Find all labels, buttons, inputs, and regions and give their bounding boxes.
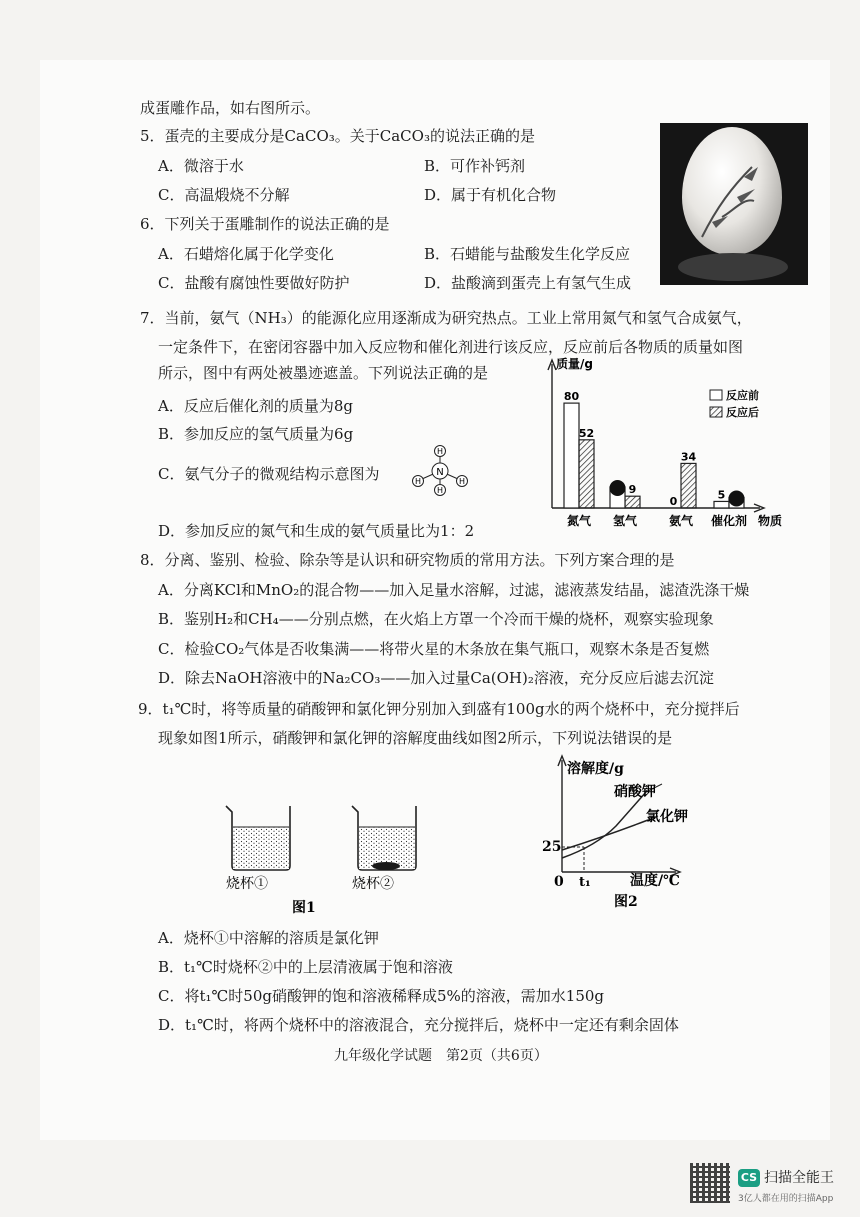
q5-option-c: C．高温煅烧不分解 (158, 186, 290, 204)
page-footer: 九年级化学试题 第2页（共6页） (334, 1048, 548, 1064)
q6-option-a: A．石蜡熔化属于化学变化 (158, 245, 334, 263)
figure2-caption: 图2 (614, 894, 638, 910)
q5-option-a: A．微溶于水 (158, 157, 244, 175)
q9-line1: 9．t₁℃时，将等质量的硝酸钾和氯化钾分别加入到盛有100g水的两个烧杯中，充分搅拌后 (138, 700, 740, 718)
q8-option-a: A．分离KCl和MnO₂的混合物——加入足量水溶解，过滤，滤液蒸发结晶，滤渣洗涤干燥 (158, 581, 750, 599)
q9-option-c: C．将t₁℃时50g硝酸钾的饱和溶液稀释成5%的溶液，需加水150g (158, 987, 605, 1005)
bar-value-label: 5 (717, 488, 726, 502)
q9-option-d: D．t₁℃时，将两个烧杯中的溶液混合，充分搅拌后，烧杯中一定还有剩余固体 (158, 1016, 679, 1034)
undissolved-solid (372, 862, 400, 870)
q6-option-d: D．盐酸滴到蛋壳上有氢气生成 (424, 274, 632, 292)
t1-tick: t₁ (579, 875, 591, 890)
chart-ylabel: 质量/g (556, 357, 593, 371)
q9-option-a: A．烧杯①中溶解的溶质是氯化钾 (158, 929, 379, 947)
figure1-beakers (220, 800, 420, 915)
bar-value-label: 80 (563, 390, 580, 404)
q6-option-b: B．石蜡能与盐酸发生化学反应 (424, 245, 631, 263)
category-label: 氨气 (668, 514, 694, 528)
beaker-1 (226, 806, 290, 870)
y-tick-25: 25 (542, 839, 562, 855)
bar-after (579, 440, 594, 508)
bar-value-label: 0 (669, 495, 678, 508)
camscanner-logo: CS (738, 1169, 760, 1187)
q7-option-a: A．反应后催化剂的质量为8g (158, 397, 353, 415)
q6-stem: 6．下列关于蛋雕制作的说法正确的是 (140, 215, 390, 233)
hydrogen-label: H (436, 447, 444, 456)
beaker-2 (352, 806, 416, 870)
ink-blot (610, 480, 626, 496)
category-label: 催化剂 (710, 514, 748, 528)
egg-carving-photo (660, 123, 808, 285)
q5-option-b: B．可作补钙剂 (424, 157, 526, 175)
mass-bar-chart (538, 356, 792, 528)
legend-swatch-after (710, 407, 722, 417)
scanner-tagline: 3亿人都在用的扫描App (738, 1194, 834, 1204)
ink-blot (729, 491, 745, 507)
temperature-axis-label: 温度/℃ (630, 873, 680, 889)
hydrogen-label: H (458, 477, 466, 486)
qr-code-icon (690, 1163, 730, 1203)
category-label: 氢气 (612, 514, 638, 528)
origin-label: 0 (554, 874, 564, 890)
bar-value-label: 9 (628, 483, 637, 497)
q8-option-d: D．除去NaOH溶液中的Na₂CO₃——加入过量Ca(OH)₂溶液，充分反应后滤去沉淀 (158, 669, 714, 687)
nitrogen-label: N (436, 467, 444, 478)
beaker1-label: 烧杯① (226, 876, 268, 892)
q9-option-b: B．t₁℃时烧杯②中的上层清液属于饱和溶液 (158, 958, 453, 976)
hydrogen-label: H (436, 486, 444, 495)
q5-stem: 5．蛋壳的主要成分是CaCO₃。关于CaCO₃的说法正确的是 (140, 127, 535, 145)
kno3-label: 硝酸钾 (614, 784, 656, 800)
q7-line2: 一定条件下，在密闭容器中加入反应物和催化剂进行该反应，反应前后各物质的质量如图 (158, 338, 744, 356)
q6-option-c: C．盐酸有腐蚀性要做好防护 (158, 274, 350, 292)
q7-option-b: B．参加反应的氢气质量为6g (158, 425, 354, 443)
figure2-solubility-chart (536, 754, 716, 916)
beaker2-label: 烧杯② (352, 876, 394, 892)
hydrogen-label: H (414, 477, 422, 486)
kcl-curve (562, 820, 648, 850)
bar-value-label: 34 (680, 450, 697, 464)
solubility-axis-label: 溶解度/g (567, 761, 624, 777)
figure1-caption: 图1 (292, 900, 316, 915)
q7-line1: 7．当前，氨气（NH₃）的能源化应用逐渐成为研究热点。工业上常用氮气和氢气合成氨气， (140, 309, 752, 327)
q9-line2: 现象如图1所示，硝酸钾和氯化钾的溶解度曲线如图2所示，下列说法错误的是 (158, 729, 673, 747)
q5-option-d: D．属于有机化合物 (424, 186, 557, 204)
legend-swatch-before (710, 390, 722, 400)
scanner-app-name: 扫描全能王 (764, 1170, 834, 1186)
q8-stem: 8．分离、鉴别、检验、除杂等是认识和研究物质的常用方法。下列方案合理的是 (140, 551, 675, 569)
chart-xlabel: 物质 (758, 514, 783, 528)
q8-option-c: C．检验CO₂气体是否收集满——将带火星的木条放在集气瓶口，观察木条是否复燃 (158, 640, 710, 658)
q7-line3: 所示，图中有两处被墨迹遮盖。下列说法正确的是 (158, 364, 489, 382)
category-label: 氮气 (566, 514, 592, 528)
bar-value-label: 52 (578, 426, 595, 440)
legend-label-after: 反应后 (726, 406, 759, 419)
bar-after (625, 496, 640, 508)
intro-line: 成蛋雕作品，如右图所示。 (140, 99, 321, 117)
bar-before (564, 403, 579, 508)
q7-option-d: D．参加反应的氮气和生成的氨气质量比为1：2 (158, 522, 475, 540)
bar-before (714, 501, 729, 508)
kcl-label: 氯化钾 (646, 809, 688, 825)
legend-label-before: 反应前 (726, 389, 759, 402)
bar-after (681, 463, 696, 508)
q8-option-b: B．鉴别H₂和CH₄——分别点燃，在火焰上方罩一个冷而干燥的烧杯，观察实验现象 (158, 610, 714, 628)
q7-option-c: C．氨气分子的微观结构示意图为 (158, 465, 380, 483)
ammonia-molecule-diagram (410, 444, 470, 496)
